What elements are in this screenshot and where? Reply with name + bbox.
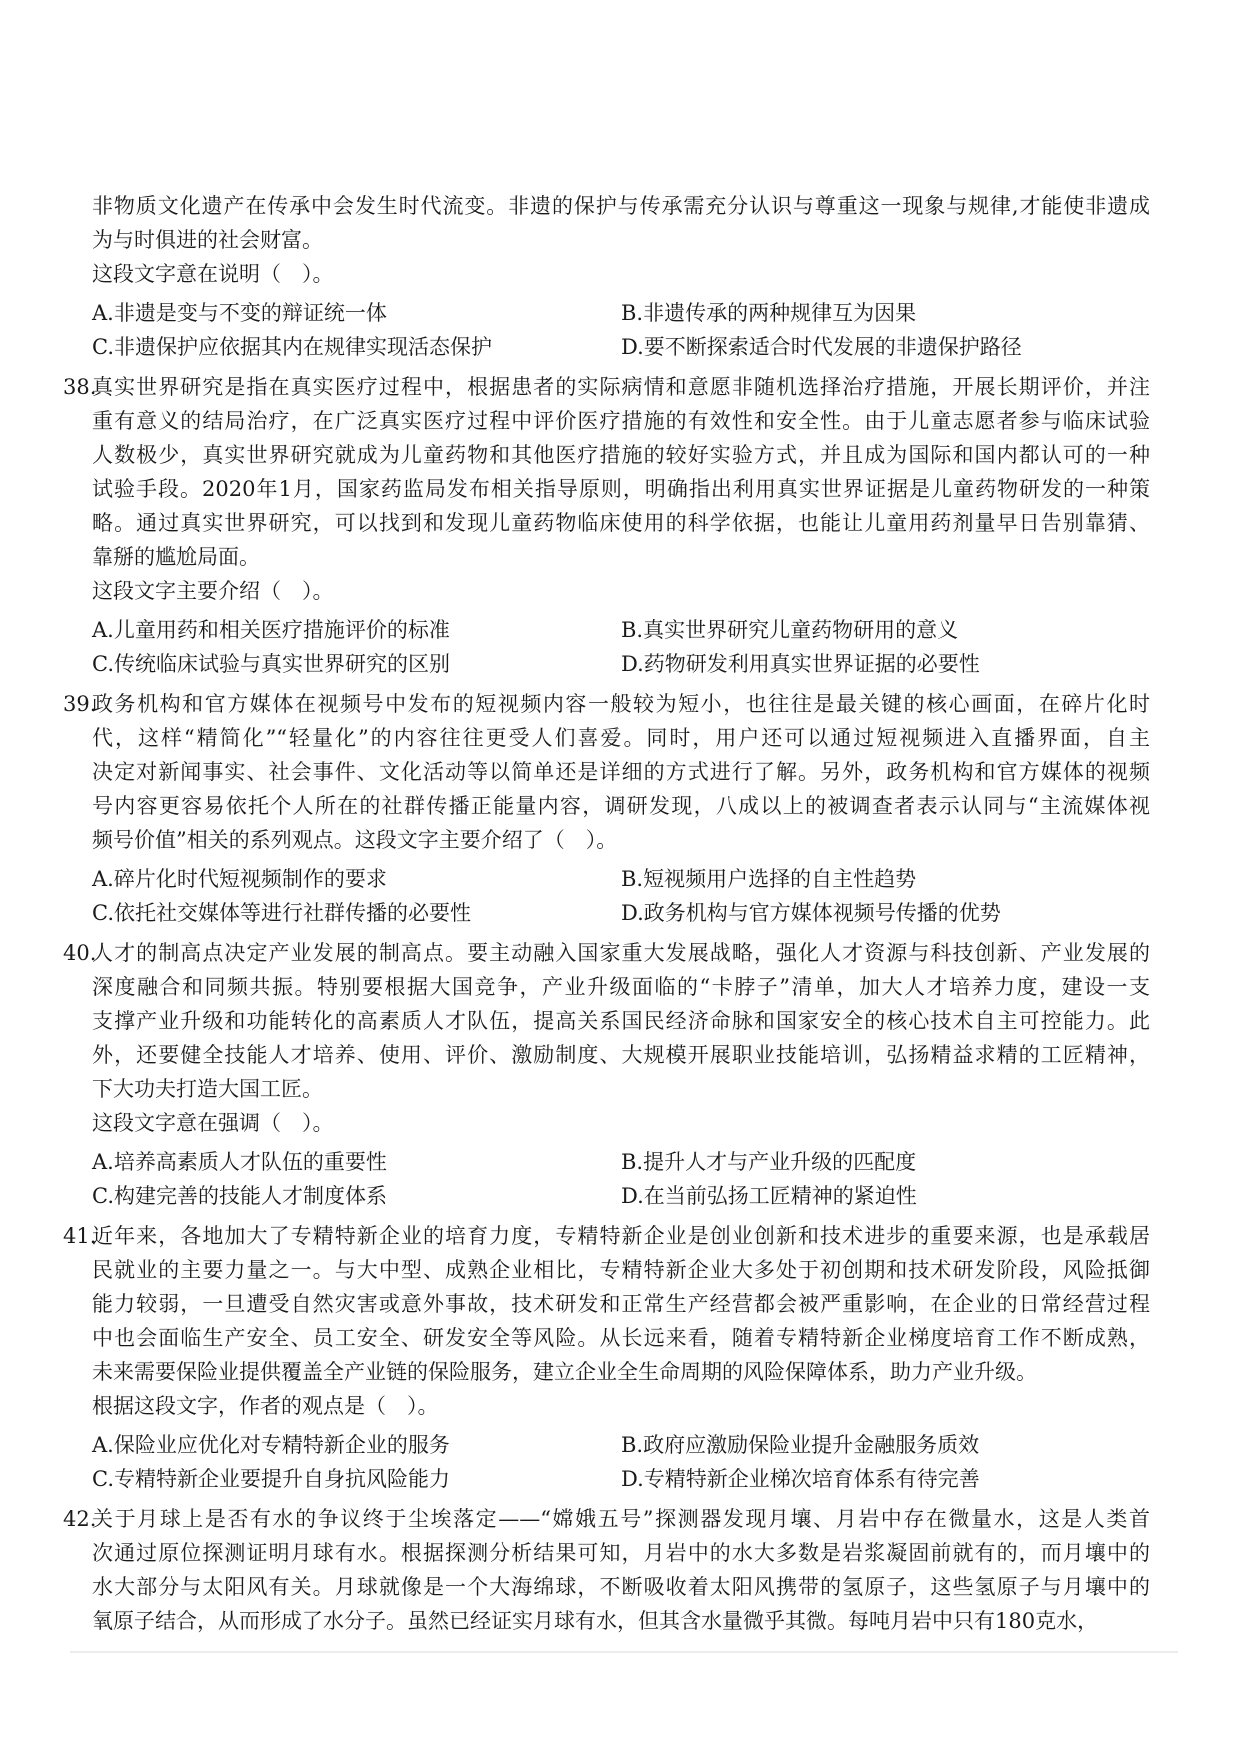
passage-line: 人数极少，真实世界研究就成为儿童药物和其他医疗措施的较好实验方式，并且成为国际和国内都认可的一种 bbox=[92, 443, 1150, 467]
options bbox=[92, 1428, 1150, 1496]
option-c[interactable]: C.非遗保护应依据其内在规律实现活态保护 bbox=[92, 335, 492, 359]
option-a[interactable]: A.培养高素质人才队伍的重要性 bbox=[92, 1150, 387, 1174]
passage-line: 次通过原位探测证明月球有水。根据探测分析结果可知，月岩中的水大多数是岩浆凝固前就有的，而月壤中的 bbox=[92, 1541, 1150, 1565]
passage-line: 政务机构和官方媒体在视频号中发布的短视频内容一般较为短小，也往往是最关键的核心画面，在碎片化时 bbox=[92, 692, 1150, 716]
question-number: 42. bbox=[63, 1507, 97, 1531]
passage-line: 氧原子结合，从而形成了水分子。虽然已经证实月球有水，但其含水量微乎其微。每吨月岩中只有180克水， bbox=[92, 1609, 1099, 1633]
question-number: 41. bbox=[63, 1224, 97, 1248]
passage-line: 能力较弱，一旦遭受自然灾害或意外事故，技术研发和正常生产经营都会被严重影响，在企业的日常经营过程 bbox=[92, 1292, 1150, 1316]
passage-line: 试验手段。2020年1月，国家药监局发布相关指导原则，明确指出利用真实世界证据是儿童药物研发的一种策 bbox=[92, 477, 1150, 501]
option-b[interactable]: B.非遗传承的两种规律互为因果 bbox=[621, 301, 917, 325]
passage-line: 真实世界研究是指在真实医疗过程中，根据患者的实际病情和意愿非随机选择治疗措施，开展长期评价，并注 bbox=[92, 375, 1150, 399]
option-b[interactable]: B.短视频用户选择的自主性趋势 bbox=[621, 867, 917, 891]
options bbox=[92, 1145, 1150, 1213]
option-a[interactable]: A.非遗是变与不变的辩证统一体 bbox=[92, 301, 387, 325]
option-c[interactable]: C.传统临床试验与真实世界研究的区别 bbox=[92, 652, 450, 676]
question-number: 39. bbox=[63, 692, 97, 716]
question-stem: 根据这段文字，作者的观点是（ ）。 bbox=[92, 1394, 439, 1418]
footer-divider bbox=[70, 1651, 1178, 1653]
passage-line: 近年来，各地加大了专精特新企业的培育力度，专精特新企业是创业创新和技术进步的重要来源，也是承载居 bbox=[92, 1224, 1150, 1248]
passage-line: 民就业的主要力量之一。与大中型、成熟企业相比，专精特新企业大多处于初创期和技术研发阶段，风险抵御 bbox=[92, 1258, 1150, 1282]
option-d[interactable]: D.专精特新企业梯次培育体系有待完善 bbox=[621, 1467, 980, 1491]
question-38 bbox=[63, 370, 1150, 681]
passage-line: 略。通过真实世界研究，可以找到和发现儿童药物临床使用的科学依据，也能让儿童用药剂量早日告别靠猜、 bbox=[92, 511, 1150, 535]
passage-line: 关于月球上是否有水的争议终于尘埃落定——“嫦娥五号”探测器发现月壤、月岩中存在微量水，这是人类首 bbox=[92, 1507, 1150, 1531]
passage-line: 支撑产业升级和功能转化的高素质人才队伍，提高关系国民经济命脉和国家安全的核心技术自主可控能力。此 bbox=[92, 1009, 1150, 1033]
question-stem: 这段文字意在说明（ ）。 bbox=[92, 262, 334, 286]
option-d[interactable]: D.在当前弘扬工匠精神的紧迫性 bbox=[621, 1184, 917, 1208]
passage-line: 号内容更容易依托个人所在的社群传播正能量内容，调研发现，八成以上的被调查者表示认同与“主流媒体视 bbox=[92, 794, 1150, 818]
passage-line: 代，这样“精简化”“轻量化”的内容往往更受人们喜爱。同时，用户还可以通过短视频进入直播界面，自主 bbox=[92, 726, 1150, 750]
passage-line: 中也会面临生产安全、员工安全、研发安全等风险。从长远来看，随着专精特新企业梯度培育工作不断成熟， bbox=[92, 1326, 1150, 1350]
options bbox=[92, 862, 1150, 930]
passage-line: 为与时俱进的社会财富。 bbox=[92, 228, 323, 252]
option-d[interactable]: D.要不断探索适合时代发展的非遗保护路径 bbox=[621, 335, 1022, 359]
options bbox=[92, 296, 1150, 364]
passage-line: 未来需要保险业提供覆盖全产业链的保险服务，建立企业全生命周期的风险保障体系，助力产业升级。 bbox=[92, 1360, 1037, 1384]
option-b[interactable]: B.政府应激励保险业提升金融服务质效 bbox=[621, 1433, 980, 1457]
option-b[interactable]: B.提升人才与产业升级的匹配度 bbox=[621, 1150, 917, 1174]
option-c[interactable]: C.依托社交媒体等进行社群传播的必要性 bbox=[92, 901, 471, 925]
question-37 bbox=[92, 189, 1150, 364]
option-c[interactable]: C.构建完善的技能人才制度体系 bbox=[92, 1184, 387, 1208]
option-c[interactable]: C.专精特新企业要提升自身抗风险能力 bbox=[92, 1467, 450, 1491]
option-a[interactable]: A.儿童用药和相关医疗措施评价的标准 bbox=[92, 618, 450, 642]
passage-line: 深度融合和同频共振。特别要根据大国竞争，产业升级面临的“卡脖子”清单，加大人才培养力度，建设一支 bbox=[92, 975, 1150, 999]
passage-line: 靠掰的尴尬局面。 bbox=[92, 545, 260, 569]
passage-line: 决定对新闻事实、社会事件、文化活动等以简单还是详细的方式进行了解。另外，政务机构和官方媒体的视频 bbox=[92, 760, 1150, 784]
question-number: 40. bbox=[63, 941, 97, 965]
passage-line: 外，还要健全技能人才培养、使用、评价、激励制度、大规模开展职业技能培训，弘扬精益求精的工匠精神， bbox=[92, 1043, 1150, 1067]
passage-line: 下大功夫打造大国工匠。 bbox=[92, 1077, 323, 1101]
passage-line: 频号价值”相关的系列观点。这段文字主要介绍了（ ）。 bbox=[92, 828, 618, 852]
options bbox=[92, 613, 1150, 681]
question-40 bbox=[63, 936, 1150, 1213]
passage-line: 重有意义的结局治疗，在广泛真实医疗过程中评价医疗措施的有效性和安全性。由于儿童志愿者参与临床试验 bbox=[92, 409, 1150, 433]
question-41 bbox=[63, 1219, 1150, 1496]
option-d[interactable]: D.政务机构与官方媒体视频号传播的优势 bbox=[621, 901, 1001, 925]
question-number: 38. bbox=[63, 375, 97, 399]
option-d[interactable]: D.药物研发利用真实世界证据的必要性 bbox=[621, 652, 980, 676]
passage-line: 水大部分与太阳风有关。月球就像是一个大海绵球，不断吸收着太阳风携带的氢原子，这些氢原子与月壤中的 bbox=[92, 1575, 1150, 1599]
question-42 bbox=[63, 1502, 1150, 1638]
exam-page bbox=[63, 189, 1150, 1638]
option-a[interactable]: A.碎片化时代短视频制作的要求 bbox=[92, 867, 387, 891]
question-39 bbox=[63, 687, 1150, 930]
option-a[interactable]: A.保险业应优化对专精特新企业的服务 bbox=[92, 1433, 450, 1457]
passage-line: 非物质文化遗产在传承中会发生时代流变。非遗的保护与传承需充分认识与尊重这一现象与规律,才能使非遗成 bbox=[92, 194, 1150, 218]
option-b[interactable]: B.真实世界研究儿童药物研用的意义 bbox=[621, 618, 959, 642]
passage-line: 人才的制高点决定产业发展的制高点。要主动融入国家重大发展战略，强化人才资源与科技创新、产业发展的 bbox=[92, 941, 1150, 965]
question-stem: 这段文字意在强调（ ）。 bbox=[92, 1111, 334, 1135]
question-stem: 这段文字主要介绍（ ）。 bbox=[92, 579, 334, 603]
